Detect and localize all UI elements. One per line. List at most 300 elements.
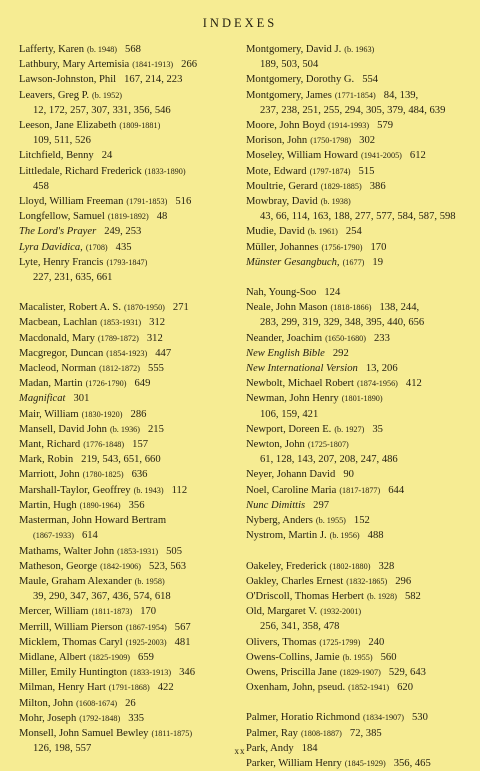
index-entry	[246, 726, 468, 741]
entry-pages: 24	[101, 150, 113, 162]
entry-pages: 126, 198, 557	[33, 743, 92, 755]
entry-name: Macdonald, Mary	[19, 332, 95, 344]
entry-dates: (1793-1847)	[106, 257, 148, 267]
entry-name: Magnificat	[19, 393, 66, 405]
index-entry	[246, 361, 468, 376]
index-entry	[19, 346, 229, 361]
index-entry	[19, 422, 229, 437]
entry-pages: 567	[174, 621, 191, 633]
entry-name: Maule, Graham Alexander	[19, 575, 132, 587]
entry-dates: (1867-1933)	[33, 531, 74, 541]
index-entry	[246, 133, 468, 148]
entry-pages: 19	[372, 256, 383, 268]
index-entry	[246, 680, 468, 695]
page-number: xx	[234, 746, 246, 756]
index-entry	[246, 42, 468, 72]
index-entry	[246, 148, 468, 163]
entry-pages: 529, 643	[388, 666, 426, 678]
entry-dates: (1677)	[342, 257, 365, 267]
entry-name: Midlane, Albert	[19, 651, 87, 663]
entry-name: Oakley, Charles Ernest	[246, 575, 344, 587]
entry-pages: 356	[128, 499, 145, 511]
index-entry	[19, 680, 229, 695]
index-entry	[246, 665, 468, 680]
entry-dates: (1941-2005)	[360, 151, 402, 161]
entry-name: Matheson, George	[19, 560, 98, 572]
entry-pages: 61, 128, 143, 207, 208, 247, 486	[260, 454, 398, 466]
entry-dates: (1825-1909)	[89, 652, 131, 662]
entry-name: Montgomery, James	[246, 89, 332, 101]
index-entry	[246, 194, 468, 224]
letter-group-gap	[246, 695, 468, 710]
entry-pages: 271	[172, 302, 189, 314]
index-entry	[19, 391, 229, 406]
index-column-right	[246, 42, 468, 771]
entry-pages: 219, 543, 651, 660	[81, 454, 161, 466]
entry-name: Newman, John Henry	[246, 393, 339, 405]
entry-dates: (1791-1853)	[126, 197, 168, 207]
index-entry	[19, 315, 229, 330]
entry-dates: (1829-1885)	[320, 181, 362, 191]
entry-name: New English Bible	[246, 347, 325, 359]
entry-dates: (1776-1848)	[83, 440, 125, 450]
entry-pages: 167, 214, 223	[124, 74, 183, 86]
entry-name: Nystrom, Martin J.	[246, 530, 327, 542]
index-entry	[246, 346, 468, 361]
entry-name: O'Driscoll, Thomas Herbert	[246, 590, 364, 602]
entry-pages: 112	[171, 484, 188, 496]
entry-pages: 283, 299, 319, 329, 348, 395, 440, 656	[260, 317, 425, 329]
entry-name: Olivers, Thomas	[246, 636, 317, 648]
entry-name: Mark, Robin	[19, 454, 74, 466]
entry-dates: (1832-1865)	[346, 576, 388, 586]
entry-name: New International Version	[246, 363, 358, 375]
entry-pages: 620	[397, 682, 413, 694]
entry-pages: 636	[131, 469, 148, 481]
entry-dates: (1808-1887)	[300, 728, 342, 738]
index-column-left	[19, 42, 229, 756]
entry-dates: (1870-1950)	[123, 303, 165, 313]
index-entry	[246, 331, 468, 346]
entry-dates: (b. 1948)	[87, 45, 118, 54]
entry-pages: 227, 231, 635, 661	[33, 272, 113, 284]
index-entry	[246, 240, 468, 255]
index-entry	[19, 604, 229, 619]
entry-pages: 328	[378, 560, 395, 572]
entry-dates: (1750-1798)	[310, 136, 352, 146]
entry-dates: (1925-2003)	[125, 637, 167, 647]
entry-pages: 292	[332, 347, 349, 359]
entry-pages: 386	[369, 180, 386, 192]
index-entry	[246, 604, 468, 634]
entry-dates: (1890-1964)	[79, 500, 121, 510]
entry-dates: (1854-1923)	[106, 348, 148, 358]
index-entry	[246, 255, 468, 270]
entry-pages: 346	[179, 667, 195, 679]
entry-name: Madan, Martin	[19, 378, 83, 390]
entry-dates: (1802-1880)	[329, 561, 371, 571]
entry-name: Mercer, William	[19, 606, 89, 618]
entry-pages: 124	[324, 287, 341, 299]
index-entry	[19, 255, 229, 285]
entry-dates: (1834-1907)	[363, 713, 404, 723]
entry-pages: 152	[353, 515, 370, 527]
page-header: INDEXES	[202, 16, 278, 30]
index-entry	[19, 635, 229, 650]
entry-name: Littledale, Richard Frederick	[19, 165, 142, 177]
entry-dates: (1792-1848)	[79, 713, 121, 723]
entry-name: Neyer, Johann David	[246, 469, 336, 481]
entry-dates: (1818-1866)	[330, 303, 372, 313]
entry-name: Mant, Richard	[19, 439, 81, 451]
entry-pages: 614	[81, 530, 98, 542]
entry-pages: 505	[166, 545, 182, 557]
entry-dates: (1791-1868)	[108, 683, 150, 693]
entry-dates: (b. 1952)	[92, 90, 123, 100]
entry-dates: (1608-1674)	[76, 698, 118, 708]
entry-pages: 13, 206	[365, 363, 398, 375]
index-entry	[246, 559, 468, 574]
index-entry	[246, 710, 468, 725]
entry-dates: (1725-1799)	[319, 637, 361, 647]
entry-name: Merrill, William Pierson	[19, 621, 123, 633]
entry-name: Park, Andy	[246, 742, 294, 754]
entry-dates: (1867-1954)	[125, 622, 167, 632]
entry-name: Mair, William	[19, 408, 79, 420]
entry-name: Lloyd, William Freeman	[19, 196, 124, 208]
entry-name: Newton, John	[246, 439, 305, 451]
index-entry	[19, 118, 229, 148]
entry-pages-first: 138, 244,	[379, 302, 420, 314]
entry-pages: 184	[301, 742, 318, 754]
entry-pages: 447	[155, 347, 172, 359]
entry-pages: 26	[125, 697, 136, 709]
entry-dates: (1845-1929)	[344, 758, 386, 768]
entry-pages: 286	[130, 408, 147, 420]
entry-name: Moultrie, Gerard	[246, 180, 318, 192]
index-entry	[246, 118, 468, 133]
index-entry	[246, 467, 468, 482]
entry-name: Nyberg, Anders	[246, 515, 313, 527]
index-entry	[19, 544, 229, 559]
entry-dates: (b. 1961)	[307, 227, 338, 237]
entry-dates: (b. 1955)	[315, 516, 346, 526]
index-entry	[19, 650, 229, 665]
entry-dates: (1725-1807)	[307, 440, 349, 450]
entry-name: Martin, Hugh	[19, 499, 77, 511]
entry-name: Oxenham, John, pseud.	[246, 682, 346, 694]
entry-pages: 240	[368, 636, 385, 648]
entry-name: Milman, Henry Hart	[19, 682, 106, 694]
entry-name: Lyra Davidica,	[19, 241, 83, 253]
entry-pages: 249, 253	[104, 226, 142, 238]
entry-dates: (1797-1874)	[309, 166, 351, 176]
entry-pages: 157	[132, 439, 149, 451]
entry-dates: (b. 1938)	[320, 197, 351, 207]
entry-pages: 612	[409, 150, 426, 162]
entry-pages: 458	[33, 180, 49, 192]
entry-name: Micklem, Thomas Caryl	[19, 636, 123, 648]
entry-dates: (1780-1825)	[82, 470, 124, 480]
index-entry	[19, 513, 229, 543]
entry-name: Longfellow, Samuel	[19, 211, 105, 223]
entry-dates: (b. 1927)	[334, 424, 365, 434]
entry-name: Palmer, Horatio Richmond	[246, 712, 361, 724]
index-entry	[19, 498, 229, 513]
entry-name: Lawson-Johnston, Phil	[19, 74, 117, 86]
entry-dates: (1756-1790)	[321, 242, 363, 252]
index-entry	[246, 513, 468, 528]
entry-pages: 659	[138, 651, 154, 663]
index-entry	[19, 42, 229, 57]
entry-name: Montgomery, David J.	[246, 44, 342, 55]
entry-pages: 481	[174, 636, 191, 648]
index-entry	[19, 361, 229, 376]
entry-name: Parker, William Henry	[246, 757, 342, 769]
entry-name: Newbolt, Michael Robert	[246, 378, 354, 390]
index-entry	[19, 696, 229, 711]
index-entry	[19, 407, 229, 422]
entry-pages: 312	[146, 332, 163, 344]
index-entry	[246, 437, 468, 467]
entry-dates: (1771-1854)	[334, 90, 376, 100]
entry-pages: 335	[128, 712, 145, 724]
entry-pages: 579	[377, 120, 393, 132]
entry-dates: (1842-1906)	[100, 561, 141, 571]
entry-name: Masterman, John Howard Bertram	[19, 515, 167, 527]
index-entry	[246, 498, 468, 513]
index-entry	[246, 650, 468, 665]
entry-pages: 233	[374, 332, 390, 344]
index-entry	[19, 376, 229, 391]
entry-pages: 266	[181, 59, 198, 71]
entry-dates: (1811-1873)	[91, 607, 133, 617]
entry-pages: 582	[404, 590, 421, 602]
entry-name: Mohr, Joseph	[19, 712, 77, 724]
entry-name: Müller, Johannes	[246, 241, 319, 253]
entry-name: Macgregor, Duncan	[19, 347, 104, 359]
entry-pages: 555	[148, 363, 164, 375]
entry-name: Neale, John Mason	[246, 302, 328, 314]
index-entry	[246, 574, 468, 589]
index-entry	[246, 483, 468, 498]
index-entry	[19, 224, 229, 239]
entry-pages: 237, 238, 251, 255, 294, 305, 379, 484, 639	[260, 104, 446, 116]
entry-pages: 560	[380, 651, 397, 663]
index-entry	[246, 285, 468, 300]
entry-name: Mudie, David	[246, 226, 305, 238]
entry-dates: (1650-1680)	[325, 333, 366, 343]
entry-name: Noel, Caroline Maria	[246, 484, 337, 496]
letter-group-gap	[246, 544, 468, 559]
entry-name: Miller, Emily Huntington	[19, 667, 128, 679]
index-entry	[19, 437, 229, 452]
index-entry	[246, 376, 468, 391]
entry-dates: (1812-1872)	[99, 364, 141, 374]
index-entry	[246, 422, 468, 437]
entry-pages: 106, 159, 421	[260, 408, 319, 420]
entry-dates: (b. 1956)	[329, 531, 360, 541]
entry-pages: 649	[134, 378, 151, 390]
entry-name: Montgomery, Dorothy G.	[246, 74, 355, 86]
entry-pages: 644	[388, 484, 405, 496]
index-entry	[246, 300, 468, 330]
index-entry	[246, 635, 468, 650]
entry-name: Mowbray, David	[246, 196, 318, 208]
entry-dates: (1833-1913)	[130, 668, 172, 678]
entry-pages: 530	[411, 712, 428, 724]
entry-dates: (1853-1931)	[117, 546, 159, 556]
entry-pages: 12, 172, 257, 307, 331, 356, 546	[33, 104, 171, 116]
letter-group-gap	[246, 270, 468, 285]
entry-pages: 43, 66, 114, 163, 188, 277, 577, 584, 587, 598	[260, 211, 456, 223]
entry-pages: 297	[313, 499, 330, 511]
entry-name: Macbean, Lachlan	[19, 317, 98, 329]
index-entry	[19, 300, 229, 315]
entry-pages: 296	[395, 575, 412, 587]
entry-pages-first: 84, 139,	[383, 89, 419, 101]
entry-pages: 302	[359, 135, 376, 147]
index-entry	[246, 224, 468, 239]
index-entry	[19, 148, 229, 163]
entry-name: Leavers, Greg P.	[19, 89, 90, 101]
entry-dates: (1874-1956)	[356, 379, 398, 389]
index-entry	[246, 164, 468, 179]
index-entry	[246, 756, 468, 771]
entry-dates: (1914-1993)	[328, 121, 370, 131]
entry-name: Mathams, Walter John	[19, 545, 115, 557]
entry-dates: (1852-1941)	[348, 683, 390, 693]
entry-name: Lyte, Henry Francis	[19, 256, 104, 268]
entry-dates: (b. 1955)	[342, 652, 373, 662]
entry-name: Mote, Edward	[246, 165, 307, 177]
index-entry	[246, 179, 468, 194]
index-entry	[19, 574, 229, 604]
entry-pages: 301	[73, 393, 90, 405]
entry-name: Newport, Doreen E.	[246, 423, 332, 435]
entry-dates: (1817-1877)	[339, 485, 381, 495]
entry-name: Moore, John Boyd	[246, 120, 326, 132]
entry-pages: 412	[405, 378, 422, 390]
entry-name: Morison, John	[246, 135, 308, 147]
index-entry	[19, 57, 229, 72]
entry-pages: 568	[125, 44, 141, 55]
entry-pages: 356, 465	[393, 757, 431, 769]
entry-name: Leeson, Jane Elizabeth	[19, 120, 117, 132]
entry-dates: (1726-1790)	[85, 379, 127, 389]
entry-dates: (b. 1958)	[134, 576, 165, 586]
entry-name: Old, Margaret V.	[246, 606, 318, 618]
entry-pages: 215	[148, 423, 164, 435]
index-entry	[19, 483, 229, 498]
index-entry	[19, 467, 229, 482]
index-entry	[246, 589, 468, 604]
entry-pages: 170	[140, 606, 157, 618]
letter-group-gap	[19, 285, 229, 300]
entry-pages: 554	[362, 74, 379, 86]
entry-name: Milton, John	[19, 697, 74, 709]
index-entry	[19, 209, 229, 224]
entry-name: Owens, Priscilla Jane	[246, 666, 337, 678]
entry-name: Münster Gesangbuch,	[246, 256, 340, 268]
entry-dates: (b. 1928)	[366, 591, 397, 601]
entry-dates: (1833-1890)	[144, 166, 186, 176]
entry-pages: 312	[149, 317, 166, 329]
index-entry	[19, 240, 229, 255]
entry-name: Mansell, David John	[19, 423, 107, 435]
entry-name: Marshall-Taylor, Geoffrey	[19, 484, 131, 496]
index-entry	[19, 72, 229, 87]
index-entry	[246, 391, 468, 421]
entry-name: Palmer, Ray	[246, 727, 298, 739]
entry-name: Lafferty, Karen	[19, 44, 84, 55]
entry-name: Oakeley, Frederick	[246, 560, 327, 572]
entry-dates: (b. 1963)	[344, 45, 375, 54]
entry-pages: 109, 511, 526	[33, 135, 91, 147]
entry-pages: 189, 503, 504	[260, 59, 319, 71]
entry-dates: (1932-2001)	[320, 607, 362, 617]
entry-dates: (1708)	[85, 242, 108, 252]
entry-name: Macalister, Robert A. S.	[19, 302, 121, 314]
entry-pages: 516	[175, 196, 192, 208]
entry-pages: 523, 563	[149, 560, 187, 572]
entry-dates: (1841-1913)	[132, 60, 174, 70]
index-entry	[246, 528, 468, 543]
entry-dates: (1811-1875)	[151, 728, 193, 738]
index-entry	[19, 331, 229, 346]
entry-name: Neander, Joachim	[246, 332, 323, 344]
index-entry	[19, 559, 229, 574]
entry-pages: 515	[358, 165, 375, 177]
index-entry	[246, 72, 468, 87]
entry-pages: 39, 290, 347, 367, 436, 574, 618	[33, 591, 171, 603]
entry-dates: (1789-1872)	[97, 333, 139, 343]
entry-name: Nah, Young-Soo	[246, 287, 317, 299]
index-entry	[19, 194, 229, 209]
entry-pages: 48	[156, 211, 168, 223]
entry-dates: (1829-1907)	[339, 667, 381, 677]
entry-pages: 256, 341, 358, 478	[260, 621, 340, 633]
entry-dates: (1809-1881)	[119, 121, 161, 131]
entry-name: Marriott, John	[19, 469, 80, 481]
index-entry	[246, 88, 468, 118]
entry-name: Litchfield, Benny	[19, 150, 94, 162]
entry-dates: (1801-1890)	[341, 394, 383, 404]
index-entry	[19, 665, 229, 680]
index-entry	[19, 620, 229, 635]
entry-pages: 254	[345, 226, 362, 238]
entry-name: Monsell, John Samuel Bewley	[19, 727, 149, 739]
entry-pages: 422	[157, 682, 174, 694]
entry-name: Moseley, William Howard	[246, 150, 358, 162]
entry-dates: (b. 1943)	[133, 485, 164, 495]
entry-name: Lathbury, Mary Artemisia	[19, 59, 130, 71]
entry-name: Nunc Dimittis	[246, 499, 306, 511]
entry-name: The Lord's Prayer	[19, 226, 97, 238]
entry-name: Owens-Collins, Jamie	[246, 651, 340, 663]
entry-dates: (b. 1936)	[109, 424, 140, 434]
index-entry	[19, 711, 229, 726]
entry-pages: 72, 385	[349, 727, 382, 739]
index-entry	[19, 88, 229, 118]
entry-pages: 170	[370, 241, 387, 253]
entry-pages: 35	[372, 423, 383, 435]
entry-dates: (1819-1892)	[107, 212, 149, 222]
index-entry	[19, 452, 229, 467]
entry-pages: 488	[367, 530, 384, 542]
index-entry	[19, 164, 229, 194]
entry-pages: 90	[343, 469, 354, 481]
